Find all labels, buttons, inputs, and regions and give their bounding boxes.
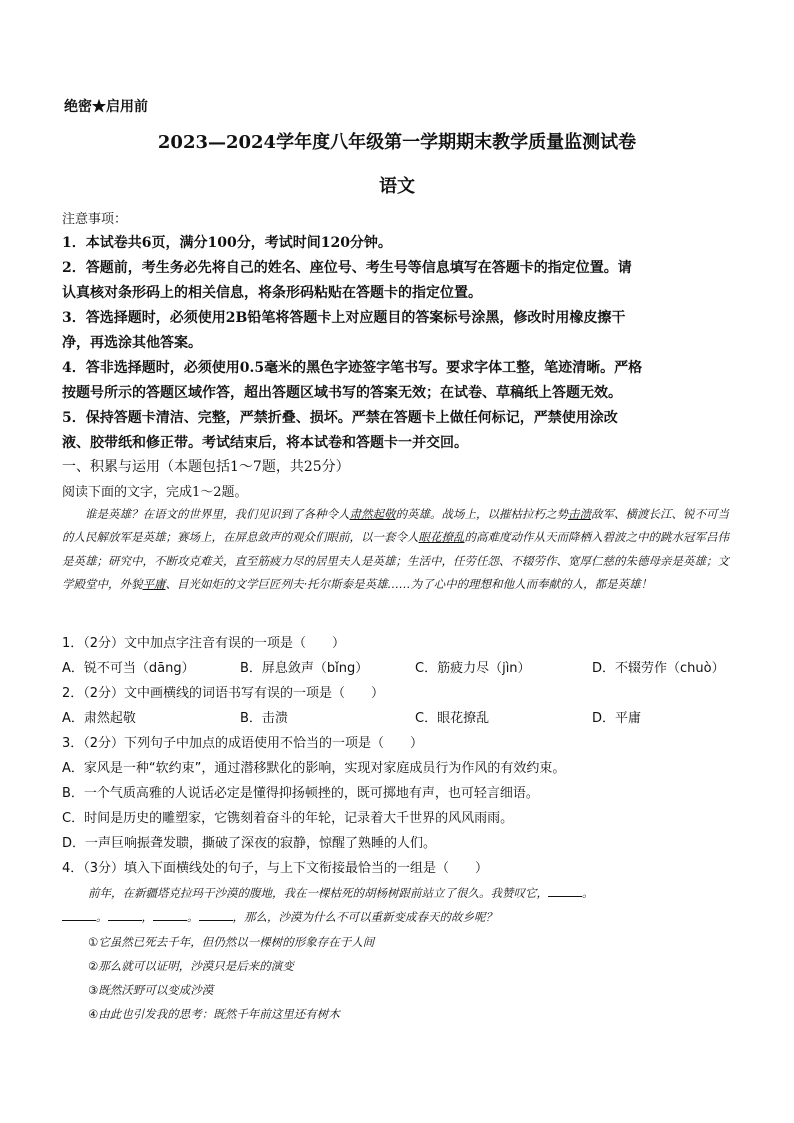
question-3-option-b[interactable]: B．一个气质高雅的人说话必定是懂得抑扬顿挫的，既可掷地有声，也可轻言细语。 bbox=[62, 786, 539, 801]
question-4-sentence: ③既然沃野可以变成沙漠 bbox=[88, 983, 214, 997]
passage-text: 。 bbox=[96, 910, 108, 924]
question-4-passage-line-1 bbox=[88, 884, 594, 901]
question-1-option-b[interactable]: B．屏息敛声（bǐng） bbox=[240, 661, 369, 676]
passage-text: 前年，在新疆塔克拉玛干沙漠的腹地，我在一棵枯死的胡杨树跟前站立了很久。我赞叹它， bbox=[88, 886, 548, 900]
note-line: 5．保持答题卡清洁、完整，严禁折叠、损坏。严禁在答题卡上做任何标记，严禁使用涂改 bbox=[62, 410, 618, 426]
question-1-option-d[interactable]: D．不辍劳作（chuò） bbox=[592, 661, 725, 676]
confidential-label: 绝密★启用前 bbox=[64, 99, 148, 115]
note-line: 按题号所示的答题区域作答，超出答题区域书写的答案无效；在试卷、草稿纸上答题无效。 bbox=[62, 385, 622, 401]
passage-text: ，那么，沙漠为什么不可以重新变成春天的故乡呢？ bbox=[232, 910, 497, 924]
note-line: 4．答非选择题时，必须使用0.5毫米的黑色字迹签字笔书写。要求字体工整，笔迹清晰。严格 bbox=[62, 360, 643, 376]
fill-blank[interactable] bbox=[62, 908, 96, 921]
fill-blank[interactable] bbox=[548, 884, 582, 897]
underlined-word: 肃然起敬 bbox=[349, 507, 396, 521]
note-line: 液、胶带纸和修正带。考试结束后，将本试卷和答题卡一并交回。 bbox=[62, 435, 468, 451]
note-line: 认真核对条形码上的相关信息，将条形码粘贴在答题卡的指定位置。 bbox=[62, 285, 482, 301]
question-3-option-a[interactable]: A．家风是一种“软约束”，通过潜移默化的影响，实现对家庭成员行为作风的有效约束。 bbox=[62, 761, 566, 776]
fill-blank[interactable] bbox=[199, 908, 233, 921]
passage-text: 、目光如炬的文学巨匠列夫·托尔斯泰是英雄……为了心中的理想和他人而奉献的人，都是英雄！ bbox=[165, 576, 653, 591]
question-4-sentence: ①它虽然已死去千年，但仍然以一棵树的形象存在于人间 bbox=[88, 935, 375, 949]
passage-text: 的英雄。战场上，以摧枯拉朽之势 bbox=[395, 507, 568, 521]
question-2-option-b[interactable]: B．击溃 bbox=[240, 711, 288, 726]
passage-text: ， bbox=[141, 910, 153, 924]
underlined-word: 平庸 bbox=[142, 576, 166, 591]
note-line: 净，再选涂其他答案。 bbox=[62, 335, 202, 351]
fill-blank[interactable] bbox=[108, 908, 142, 921]
passage-text: 。 bbox=[187, 910, 199, 924]
underlined-word: 击溃 bbox=[568, 507, 591, 521]
passage-text: 谁是英雄？在语文的世界里，我们见识到了各种令人 bbox=[85, 507, 350, 521]
question-4-passage-line-2 bbox=[62, 908, 497, 925]
passage-text: 。 bbox=[582, 886, 594, 900]
question-4-stem: 4．（3分）填入下面横线处的句子，与上下文衔接最恰当的一组是（ ） bbox=[62, 861, 489, 876]
reading-instruction: 阅读下面的文字，完成1～2题。 bbox=[62, 485, 248, 500]
question-3-option-c[interactable]: C．时间是历史的雕塑家，它镌刻着奋斗的年轮，记录着大千世界的风风雨雨。 bbox=[62, 811, 514, 826]
underlined-word: 眼花撩乱 bbox=[418, 530, 465, 545]
note-line: 2．答题前，考生务必先将自己的姓名、座位号、考生号等信息填写在答题卡的指定位置。请 bbox=[62, 260, 632, 276]
notes-heading: 注意事项： bbox=[62, 212, 128, 227]
fill-blank[interactable] bbox=[153, 908, 187, 921]
question-2-stem: 2．（2分）文中画横线的词语书写有误的一项是（ ） bbox=[62, 686, 385, 701]
question-1-stem: 1．（2分）文中加点字注音有误的一项是（ ） bbox=[62, 636, 346, 651]
reading-passage bbox=[62, 503, 734, 596]
question-1-option-a[interactable]: A．锐不可当（dāng） bbox=[62, 661, 195, 676]
question-2-option-d[interactable]: D．平庸 bbox=[592, 711, 642, 726]
exam-title: 2023—2024学年度八年级第一学期期末教学质量监测试卷 bbox=[157, 132, 637, 153]
question-2-option-c[interactable]: C．眼花撩乱 bbox=[415, 711, 490, 726]
note-line: 1．本试卷共6页，满分100分，考试时间120分钟。 bbox=[62, 235, 392, 251]
subject-title: 语文 bbox=[379, 176, 415, 197]
note-line: 3．答选择题时，必须使用2B铅笔将答题卡上对应题目的答案标号涂黑，修改时用橡皮擦干 bbox=[62, 310, 626, 326]
passage-text: 的高难度动作从天而降栖入碧波之中的跳水冠军吕伟是英雄；研究中，不断攻克难关，直至筋疲力尽的居里夫人是英雄；生活中，任劳任怨、不辍劳作、宽厚仁慈的朱德母亲是英雄；文学殿堂中，外貌 bbox=[62, 530, 729, 591]
question-3-option-d[interactable]: D．一声巨响振聋发聩，撕破了深夜的寂静，惊醒了熟睡的人们。 bbox=[62, 836, 437, 851]
question-4-sentence: ④由此也引发我的思考：既然千年前这里还有树木 bbox=[88, 1007, 340, 1021]
question-3-stem: 3．（2分）下列句子中加点的成语使用不恰当的一项是（ ） bbox=[62, 736, 424, 751]
question-1-option-c[interactable]: C．筋疲力尽（jìn） bbox=[415, 661, 531, 676]
question-2-option-a[interactable]: A．肃然起敬 bbox=[62, 711, 136, 726]
section-heading: 一、积累与运用（本题包括1～7题，共25分） bbox=[62, 459, 350, 475]
question-4-sentence: ②那么就可以证明，沙漠只是后来的演变 bbox=[88, 959, 294, 973]
passage-text: 敌军、横渡长江、锐不可当的人民解放军是英雄；赛场上，在屏息敛声的观众们眼前，以一套令人 bbox=[62, 507, 729, 545]
